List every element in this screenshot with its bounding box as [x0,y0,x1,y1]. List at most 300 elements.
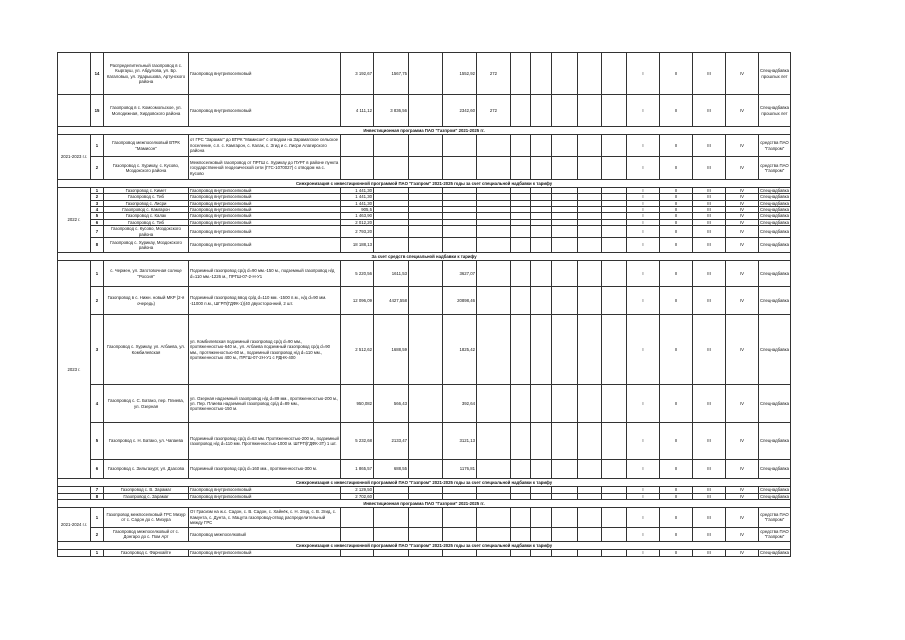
period-4: IV [726,527,759,541]
object-name: Газопровод в с. Нижн. новый МКР (2-я очередь) [104,287,189,315]
value-total: 12 096,09 [341,287,374,315]
value-2: 688,55 [374,460,409,479]
table-row [58,261,791,287]
period-3: III [693,507,726,527]
period-2: II [660,188,693,194]
table-row [58,549,791,556]
object-description: Газопровод внутрипоселковый [189,207,341,213]
value-empty [602,226,627,238]
value-empty [552,261,578,287]
funding-source: Спецнадбавка [760,213,789,219]
object-name: Газопровод с. Калак [104,213,189,219]
period-1: I [627,287,660,315]
object-description: ул. Комбилевская подземный газопровод ср/д d=90 мм., протяженностью-640 м., ул. Агбаева подземный газопровод ср/д d=90 мм., протяженностью-60 м., подземный газопровод н/д d=110 мм., протяженностью 400 м., ПРГШ-07-2Н-У1 с РДНК-400 [189,315,341,385]
row-number: 1 [91,507,104,527]
value-3: 1552,92 [443,53,477,95]
period-2: II [660,507,693,527]
value-total: 2 793,20 [341,226,374,238]
period-2: II [660,493,693,499]
row-number: 2 [91,527,104,541]
period-2: II [660,53,693,95]
value-empty [531,423,552,460]
period-1: I [627,200,660,206]
value-empty [409,460,443,479]
period-3: III [693,188,726,194]
section-title: Синхронизация с инвестиционной программой ПАО "Газпром" 2021-2025 годы за счет специальной надбавки к тарифу [58,479,791,487]
period-4: IV [726,487,759,493]
object-name: Газопровод с. С. Батако, пер. Плиева, ул. Озерная [104,385,189,423]
period-1: I [627,207,660,213]
value-empty [552,460,578,479]
value-4 [477,423,511,460]
period-1: I [627,460,660,479]
value-4 [477,527,511,541]
funding-source: Спецнадбавка [760,487,789,493]
period-2: II [660,261,693,287]
period-4: IV [726,261,759,287]
table-row [58,287,791,315]
value-total [341,135,374,157]
object-description: Газопровод внутрипоселковый [189,238,341,253]
row-number: 5 [91,213,104,219]
object-description: Межпоселковый газопровод от ПРГШ с. Хурикау до ПУРГ в районе пункта государственной геодезической сети (ГГС-1070027) с отводом на с. Кусово [189,157,341,180]
object-description: Газопровод внутрипоселковый [189,95,341,127]
value-4 [477,507,511,527]
object-name: Газопровод с. Хурикау, ул. Агбаева, ул. Комбилевская [104,315,189,385]
funding-source: Спецнадбавка [759,315,791,385]
period-1: I [627,95,660,127]
value-empty [602,135,627,157]
period-1: I [627,423,660,460]
value-3: 20898,46 [443,287,477,315]
funding-source: Спецнадбавка [759,261,791,287]
period-1: I [627,385,660,423]
value-empty [511,423,531,460]
period-1: I [627,261,660,287]
value-2 [374,527,409,541]
period-3: III [693,194,726,200]
object-description: Газопровод внутрипоселковый [189,200,341,206]
period-1: I [627,527,660,541]
row-number: 5 [91,423,104,460]
value-empty [531,549,552,556]
value-3: 2342,60 [443,95,477,127]
period-3: III [693,226,726,238]
value-4 [477,238,511,253]
object-name: Газопровод с. Зарамаг [104,493,189,499]
value-empty [511,135,531,157]
value-empty [602,527,627,541]
object-description: Газопровод внутрипоселковый [189,493,341,499]
value-empty [511,507,531,527]
period-4: IV [726,53,759,95]
value-3: 3627,07 [443,261,477,287]
row-number: 7 [91,487,104,493]
row-number: 15 [91,95,104,127]
value-empty [409,287,443,315]
value-empty [552,527,578,541]
period-2: II [660,219,693,225]
value-2: 566,43 [374,385,409,423]
value-total: 2 512,62 [341,315,374,385]
period-1: I [627,219,660,225]
value-2: 2133,47 [374,423,409,460]
row-number: 1 [91,549,104,556]
period-4: IV [726,207,759,213]
value-empty [511,238,531,253]
period-1: I [627,315,660,385]
year-cell [58,549,91,556]
value-total: 1 441,30 [341,200,374,206]
value-empty [409,157,443,180]
object-name: Газопровод с. Камгарон [104,207,189,213]
funding-source: Спецнадбавка [759,460,791,479]
funding-source: Спецнадбавка [760,219,789,225]
object-description: Подземный газопровод ср/д d=90 мм.-150 м., подземный газопровод н/д d=110 мм.-1226 м., ПРГШ-07-2-Н-У1 [189,261,341,287]
period-2: II [660,238,693,253]
value-empty [602,507,627,527]
table-row [58,95,791,127]
period-4: IV [726,135,759,157]
period-3: III [693,315,726,385]
object-name: Газопровод с. В. Зарамаг [104,487,189,493]
value-total: 2 129,50 [341,487,374,493]
row-number: 6 [91,219,104,225]
object-name: Газопровод с. Хурикау, с. Кусово, Моздокского района [104,157,189,180]
row-number: 8 [91,238,104,253]
period-4: IV [726,507,759,527]
value-empty [409,261,443,287]
object-name: Газопровод с. Зильгахурт, ул. Дзасова [104,460,189,479]
table-row [58,385,791,423]
value-empty [531,95,552,127]
section-header-row [58,541,791,549]
period-2: II [660,487,693,493]
period-3: III [693,487,726,493]
period-4: IV [726,95,759,127]
value-3 [443,226,477,238]
row-number: 6 [91,460,104,479]
object-description: Газопровод внутрипоселковый [189,226,341,238]
value-empty [409,549,443,556]
value-empty [578,261,602,287]
section-title: Инвестиционная программа ПАО "Газпром" 2021-2025 гг. [58,127,791,135]
value-3: 392,64 [443,385,477,423]
object-name: Газопровод с. Н. Батако, ул. Чапаева [104,423,189,460]
value-empty [602,261,627,287]
value-3 [443,157,477,180]
value-total: 5 232,68 [341,423,374,460]
year-cell: 2021-2024 г.г. [58,507,91,541]
value-empty [602,95,627,127]
value-empty [578,135,602,157]
value-empty [578,238,602,253]
value-empty [531,287,552,315]
period-4: IV [726,194,759,200]
value-empty [602,53,627,95]
funding-source: средства ПАО "Газпром" [760,529,789,540]
object-name: Газопровод межпоселковый от с. Донгаро до с. Пом Арт [104,527,189,541]
value-empty [552,238,578,253]
object-description: Газопровод внутрипоселковый [189,53,341,95]
table-row [58,226,791,238]
value-empty [578,53,602,95]
object-description: Газопровод межпоселковый [189,527,341,541]
period-3: III [693,287,726,315]
period-2: II [660,287,693,315]
row-number: 14 [91,53,104,95]
investment-table [57,52,791,557]
table-row [58,423,791,460]
period-1: I [627,487,660,493]
row-number: 3 [91,200,104,206]
period-1: I [627,157,660,180]
object-description: Газопровод внутрипоселковый [189,487,341,493]
object-description: ул. Озерная надземный газопровод н/д d=89 мм., протяженностью-200 м., ул. Пер. Плиева надземный газопровод ср/д d=89 мм., протяженностью-150 м. [189,385,341,423]
value-empty [511,53,531,95]
value-3: 1176,81 [443,460,477,479]
object-name: Газопровод межпоселковый ГРС Мизур от с. Садон до с. Мизура [104,507,189,527]
value-empty [409,315,443,385]
value-2 [374,135,409,157]
table-row [58,315,791,385]
object-description: Подземный газопровод ср/д d=63 мм. Протяженностью-200 м., подземный газопровод н/д d=110 мм. Протяженностью-1000 м. ШГРП(ГДФК-3Т) 1 шт. [189,423,341,460]
period-1: I [627,213,660,219]
value-empty [602,385,627,423]
funding-source: Спецнадбавка [759,238,791,253]
period-3: III [693,460,726,479]
value-total [341,507,374,527]
period-4: IV [726,213,759,219]
object-name: Газопровод в с. Комсомольское, ул. Молодежная, Хирдовского района [104,95,189,127]
value-4 [477,315,511,385]
value-empty [531,238,552,253]
value-empty [531,135,552,157]
value-2: 4427,558 [374,287,409,315]
year-cell [58,95,91,127]
object-name: Газопровод с. Фарнхайте [104,549,189,556]
period-1: I [627,238,660,253]
value-empty [552,95,578,127]
period-4: IV [726,549,759,556]
funding-source: Спецнадбавка [759,423,791,460]
period-2: II [660,200,693,206]
value-empty [511,157,531,180]
year-cell [58,53,91,95]
value-total: 5 220,56 [341,261,374,287]
value-total: 1 441,30 [341,188,374,194]
value-empty [578,549,602,556]
section-header-row [58,253,791,261]
period-2: II [660,423,693,460]
row-number: 2 [91,287,104,315]
value-empty [552,549,578,556]
value-empty [409,226,443,238]
value-empty [578,385,602,423]
row-number: 4 [91,385,104,423]
value-total: 18 188,13 [341,238,374,253]
period-3: III [693,527,726,541]
value-4 [477,549,511,556]
row-number: 7 [91,226,104,238]
value-empty [602,157,627,180]
value-empty [578,507,602,527]
period-3: III [693,423,726,460]
object-description: Подземный газопровод ср/д d=160 мм., протяженностью-300 м. [189,460,341,479]
funding-source: Спецнадбавка прошлых лет [759,53,791,95]
period-2: II [660,157,693,180]
value-2 [374,226,409,238]
row-number: 1 [91,261,104,287]
value-4: 272 [477,95,511,127]
value-empty [552,507,578,527]
period-2: II [660,95,693,127]
period-2: II [660,213,693,219]
value-4 [477,226,511,238]
funding-source: Спецнадбавка [760,188,789,193]
period-1: I [627,135,660,157]
funding-source: средства ПАО "Газпром" [759,135,791,157]
period-4: IV [726,226,759,238]
year-cell: 2021-2023 г.г. [58,135,91,180]
period-2: II [660,460,693,479]
value-total: 4 111,12 [341,95,374,127]
period-1: I [627,507,660,527]
value-empty [578,423,602,460]
value-empty [602,460,627,479]
object-name: Газопровод межпоселковый ВТРК "Мамисон" [104,135,189,157]
value-empty [511,315,531,385]
period-3: III [693,135,726,157]
period-3: III [693,213,726,219]
object-description: Подземный газопровод ввод ср/д d=110 мм. -1500 п.м., н/д d=90 мм. -11000 п.м., ШГРП(ГДФК-1)(40 двухсторонний, 2 шт. [189,287,341,315]
object-description: Газопровод внутрипоселковый [189,219,341,225]
table-row [58,507,791,527]
value-empty [511,549,531,556]
period-3: III [693,385,726,423]
object-name: Газопровод с. Кимет [104,188,189,194]
period-1: I [627,194,660,200]
value-empty [511,460,531,479]
object-description: Газопровод внутрипоселковый [189,213,341,219]
row-number: 2 [91,157,104,180]
funding-source: Спецнадбавка [760,493,789,499]
value-2: 1688,59 [374,315,409,385]
object-name: с. Чермен, ул. Заготовочная солнце "Россия" [104,261,189,287]
value-empty [578,157,602,180]
period-4: IV [726,493,759,499]
value-4 [477,385,511,423]
section-title: Инвестиционная программа ПАО "Газпром" 2021-2025 гг. [58,499,791,507]
value-empty [602,549,627,556]
object-name: Газопровод с. Хурикау, Моздокского района [104,238,189,253]
section-header-row [58,479,791,487]
value-3: 3121,13 [443,423,477,460]
value-empty [602,315,627,385]
value-total: 905,5 [341,207,374,213]
table-row [58,460,791,479]
value-empty [511,527,531,541]
value-empty [409,527,443,541]
row-number: 4 [91,207,104,213]
value-empty [531,157,552,180]
value-total: 950,082 [341,385,374,423]
value-2 [374,549,409,556]
period-1: I [627,226,660,238]
value-empty [552,287,578,315]
section-header-row [58,180,791,188]
value-empty [552,157,578,180]
object-name: Распределительный газопровод в с. Кыргауш, ул. Абдулова, ул. Бр. Кагаловых, ул. Ударышова, Артунского района [104,53,189,95]
value-total [341,527,374,541]
value-total: 2 702,60 [341,493,374,499]
period-1: I [627,549,660,556]
period-2: II [660,315,693,385]
value-empty [552,385,578,423]
value-empty [531,527,552,541]
value-total: 3 192,67 [341,53,374,95]
table-row [58,527,791,541]
table-row [58,238,791,253]
period-3: III [693,157,726,180]
period-1: I [627,188,660,194]
object-name: Газопровод с. Тиб [104,194,189,200]
funding-source: Спецнадбавка [760,194,789,200]
funding-source: Спецнадбавка [759,226,791,238]
value-4 [477,460,511,479]
funding-source: Спецнадбавка [759,287,791,315]
object-description: От Грасизм на ж.с. Садон, с. В. Садон, с. Хайнёк, с. Н. Згид, с. В. Згид, с. Камунта, с. Дунта, с. Мацута газопровод-отвод распределительный между ГРС [189,507,341,527]
funding-source: средства ПАО "Газпром" [759,507,791,527]
object-description: Газопровод внутрипоселковый [189,549,341,556]
value-4 [477,135,511,157]
value-4 [477,261,511,287]
value-empty [531,261,552,287]
value-3 [443,238,477,253]
period-3: III [693,95,726,127]
value-total [341,549,374,556]
table-row [58,135,791,157]
value-total: 2 012,20 [341,219,374,225]
period-2: II [660,226,693,238]
period-4: IV [726,315,759,385]
value-empty [578,95,602,127]
period-4: IV [726,157,759,180]
period-4: IV [726,200,759,206]
period-3: III [693,549,726,556]
value-empty [531,53,552,95]
period-4: IV [726,385,759,423]
period-3: III [693,238,726,253]
period-1: I [627,493,660,499]
period-4: IV [726,219,759,225]
value-empty [552,226,578,238]
value-empty [578,226,602,238]
period-4: IV [726,188,759,194]
value-empty [602,238,627,253]
period-3: III [693,219,726,225]
funding-source: Спецнадбавка [760,550,789,556]
value-total: 1 441,30 [341,194,374,200]
value-2: 3 836,56 [374,95,409,127]
section-title: Синхронизация с инвестиционной программой ПАО "Газпром" 2021-2025 годы за счет специальной надбавки к тарифу [58,541,791,549]
value-empty [531,226,552,238]
value-empty [511,287,531,315]
funding-source: средства ПАО "Газпром" [759,157,791,180]
row-number: 8 [91,493,104,499]
period-2: II [660,527,693,541]
value-empty [511,261,531,287]
